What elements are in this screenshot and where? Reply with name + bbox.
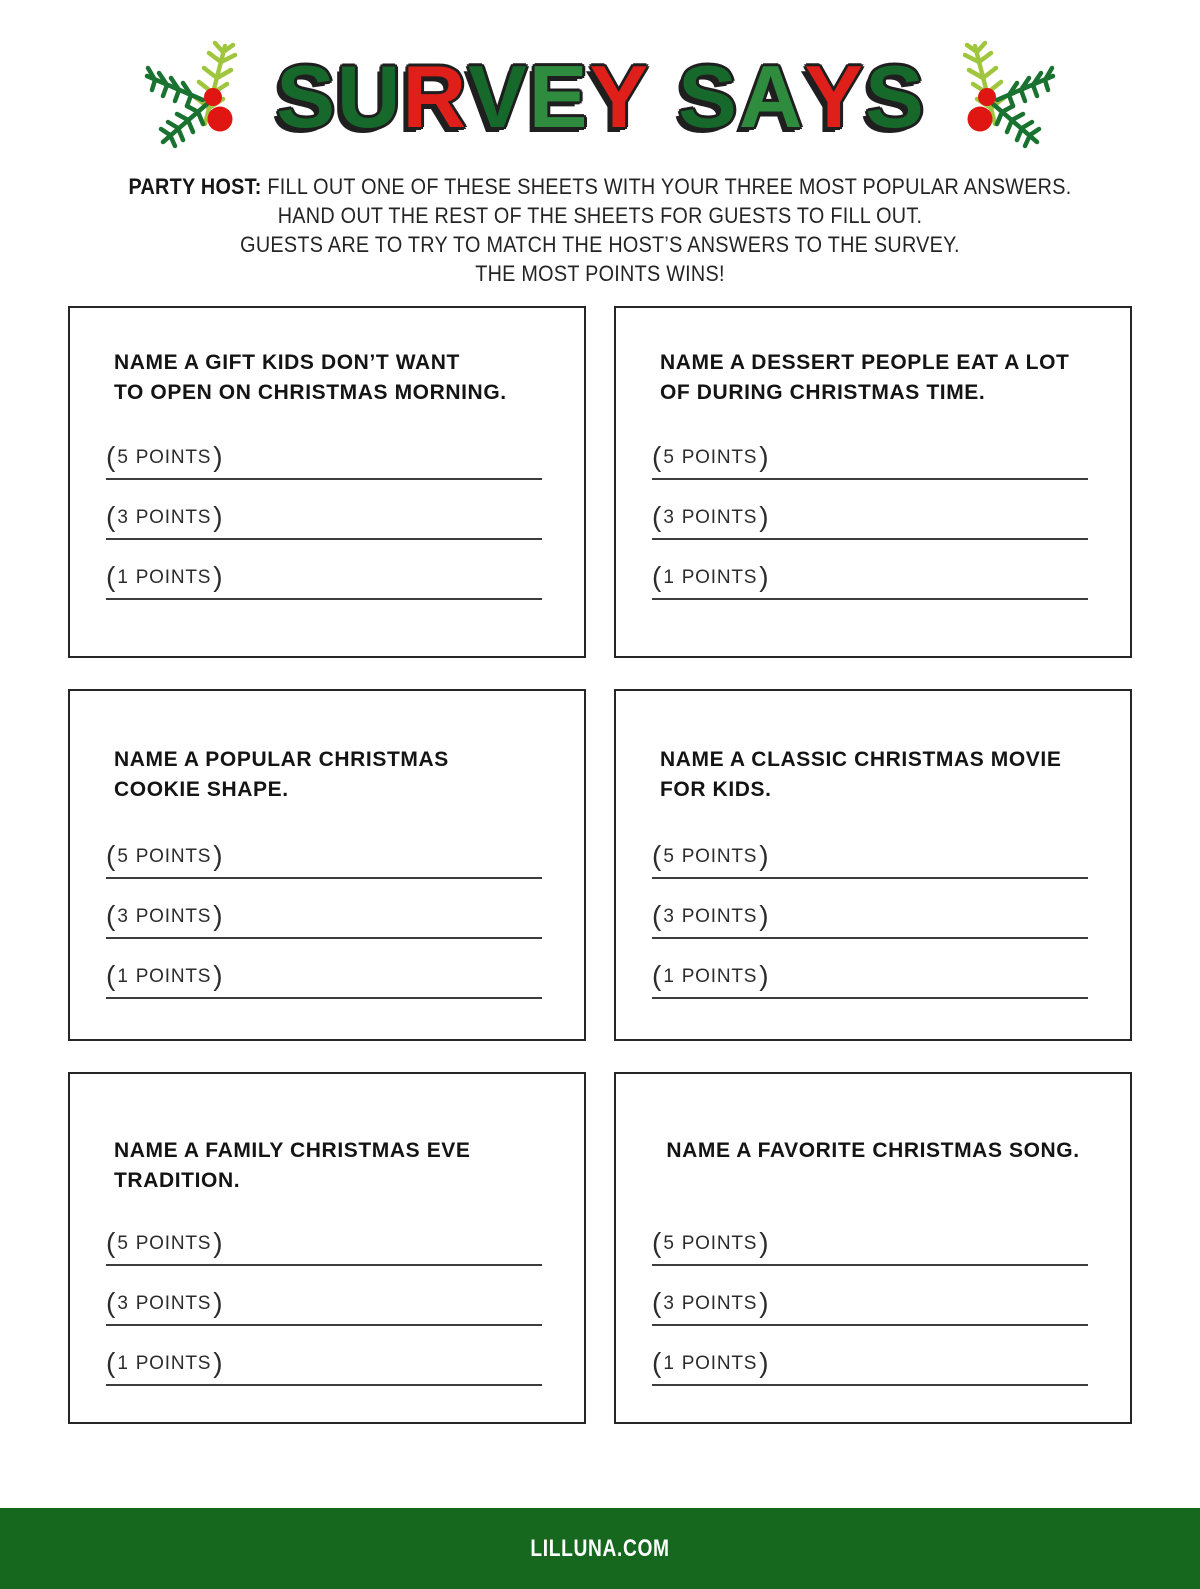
question-text <box>644 1136 1102 1166</box>
question-line-2: FOR KIDS. <box>660 778 772 801</box>
question-line-2: OF DURING CHRISTMAS TIME. <box>660 381 986 404</box>
survey-card-cookie <box>68 689 586 1041</box>
answer-line-5-points[interactable]: ( 5 POINTS) <box>106 441 542 480</box>
answer-lines <box>106 840 542 999</box>
title-letter: U <box>336 47 401 146</box>
title-letter: V <box>468 47 527 146</box>
question-line-1: NAME A DESSERT PEOPLE EAT A LOT <box>660 351 1070 374</box>
survey-card-tradition <box>68 1072 586 1424</box>
answer-lines <box>106 1227 542 1386</box>
question-text <box>660 745 1090 805</box>
instructions <box>60 172 1140 288</box>
site-credit: LILLUNA.COM <box>530 1534 670 1562</box>
question-line-2: COOKIE SHAPE. <box>114 778 289 801</box>
title-letter: Y <box>804 47 864 146</box>
title-letter: S <box>678 47 737 146</box>
answer-line-3-points[interactable]: ( 3 POINTS) <box>652 501 1088 540</box>
answer-line-5-points[interactable]: ( 5 POINTS) <box>652 1227 1088 1266</box>
answer-line-3-points[interactable]: ( 3 POINTS) <box>652 1287 1088 1326</box>
answer-lines <box>106 441 542 600</box>
answer-lines <box>652 1227 1088 1386</box>
question-line-1: NAME A FAMILY CHRISTMAS EVE <box>114 1139 471 1162</box>
answer-lines <box>652 840 1088 999</box>
question-line-1: NAME A CLASSIC CHRISTMAS MOVIE <box>660 748 1062 771</box>
question-line-1: NAME A FAVORITE CHRISTMAS SONG. <box>666 1139 1080 1162</box>
survey-card-movie <box>614 689 1132 1041</box>
answer-line-5-points[interactable]: ( 5 POINTS) <box>106 840 542 879</box>
question-line-1: NAME A POPULAR CHRISTMAS <box>114 748 449 771</box>
instruction-line-2: HAND OUT THE REST OF THE SHEETS FOR GUESTS TO FILL OUT. <box>277 203 923 228</box>
survey-card-dessert <box>614 306 1132 658</box>
title-letter: E <box>528 47 588 146</box>
survey-card-song <box>614 1072 1132 1424</box>
answer-line-3-points[interactable]: ( 3 POINTS) <box>106 501 542 540</box>
question-text <box>114 348 544 408</box>
answer-line-1-points[interactable]: ( 1 POINTS) <box>106 960 542 999</box>
page-title <box>275 47 925 146</box>
answer-line-1-points[interactable]: ( 1 POINTS) <box>652 960 1088 999</box>
instruction-line-4: THE MOST POINTS WINS! <box>475 261 725 286</box>
answer-line-5-points[interactable]: ( 5 POINTS) <box>652 840 1088 879</box>
answer-line-5-points[interactable]: ( 5 POINTS) <box>652 441 1088 480</box>
question-line-2: TO OPEN ON CHRISTMAS MORNING. <box>114 381 507 404</box>
answer-line-1-points[interactable]: ( 1 POINTS) <box>652 1347 1088 1386</box>
survey-card-gift <box>68 306 586 658</box>
holly-sprig-right-icon <box>945 38 1057 156</box>
question-text <box>114 1136 544 1196</box>
party-host-label: PARTY HOST: <box>128 174 262 199</box>
answer-line-3-points[interactable]: ( 3 POINTS) <box>106 900 542 939</box>
title-letter: S <box>276 47 335 146</box>
question-text <box>660 348 1090 408</box>
answer-line-5-points[interactable]: ( 5 POINTS) <box>106 1227 542 1266</box>
question-line-1: NAME A GIFT KIDS DON’T WANT <box>114 351 460 374</box>
question-text <box>114 745 544 805</box>
survey-grid <box>68 306 1132 1424</box>
answer-line-3-points[interactable]: ( 3 POINTS) <box>106 1287 542 1326</box>
dark-pine-branches <box>993 68 1053 146</box>
answer-line-1-points[interactable]: ( 1 POINTS) <box>652 561 1088 600</box>
instruction-line-3: GUESTS ARE TO TRY TO MATCH THE HOST’S ANSWERS TO THE SURVEY. <box>240 232 960 257</box>
dark-pine-branches <box>147 68 207 146</box>
title-letter: Y <box>589 47 649 146</box>
answer-lines <box>652 441 1088 600</box>
answer-line-1-points[interactable]: ( 1 POINTS) <box>106 1347 542 1386</box>
question-line-2: TRADITION. <box>114 1169 241 1192</box>
title-letter: A <box>738 47 803 146</box>
answer-line-3-points[interactable]: ( 3 POINTS) <box>652 900 1088 939</box>
survey-sheet-page <box>0 36 1200 1562</box>
footer-bar <box>0 1508 1200 1589</box>
title-letter: S <box>865 47 924 146</box>
masthead <box>0 36 1200 158</box>
holly-sprig-left-icon <box>143 38 255 156</box>
title-letter: R <box>402 47 467 146</box>
instruction-line-1: PARTY HOST: FILL OUT ONE OF THESE SHEETS WITH YOUR THREE MOST POPULAR ANSWERS. <box>128 174 1072 199</box>
answer-line-1-points[interactable]: ( 1 POINTS) <box>106 561 542 600</box>
